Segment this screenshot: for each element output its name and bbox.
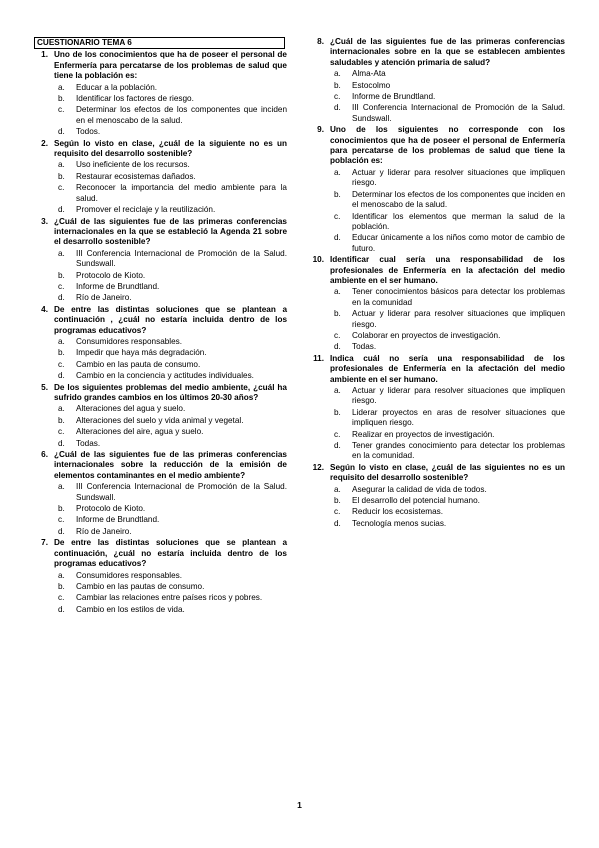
question-6 [34, 450, 287, 537]
option-item [58, 360, 287, 370]
option-item [334, 233, 565, 254]
option-text: Tener grandes conocimiento para detectar los problemas en la comunidad. [352, 441, 565, 461]
question-3 [34, 217, 287, 304]
option-letter: d. [58, 371, 65, 381]
question-text: De los siguientes problemas del medio ambiente, ¿cuál ha sufrido grandes cambios en los últimos 20-30 años? [54, 382, 287, 402]
option-item [58, 439, 287, 449]
option-list [34, 337, 287, 382]
option-text: Educar únicamente a los niños como motor de cambio de futuro. [352, 233, 565, 253]
question-text: Identificar cual sería una responsabilidad de los profesionales de Enfermería en la afectación del medio ambiente en el ser humano. [330, 255, 565, 285]
question-stem [310, 125, 565, 167]
option-list [310, 287, 565, 352]
option-text: Asegurar la calidad de vida de todos. [352, 484, 487, 494]
option-text: Informe de Brundtland. [352, 92, 436, 102]
question-stem [34, 305, 287, 336]
question-number: 2. [41, 138, 48, 148]
option-text: Impedir que haya más degradación. [76, 348, 207, 358]
question-number: 3. [41, 216, 48, 226]
option-text: Actuar y liderar para resolver situaciones que impliquen riesgo. [352, 309, 565, 329]
option-text: Informe de Brundtland. [76, 515, 160, 525]
option-letter: c. [58, 427, 65, 437]
right-column [310, 37, 565, 530]
question-text: Uno de los siguientes no corresponde con los conocimientos que ha de poseer el personal de Enfermería para percatarse de los problemas de salud que tiene la población es: [330, 125, 565, 166]
option-text: Reducir los ecosistemas. [352, 507, 444, 517]
question-number: 12. [312, 462, 324, 472]
option-letter: d. [334, 233, 341, 243]
question-text: ¿Cuál de las siguientes fue de las primeras conferencias internacionales sobre en la que se establecen ambientes saludables y atención primaria de salud? [330, 37, 565, 67]
option-text: Determinar los efectos de los componentes que inciden en el menoscabo de la salud. [352, 189, 565, 210]
option-item [58, 337, 287, 347]
option-text: Río de Janeiro. [76, 526, 132, 536]
option-text: Informe de Brundtland. [76, 281, 160, 291]
question-number: 11. [313, 353, 324, 363]
option-letter: b. [334, 407, 341, 417]
option-item [58, 249, 287, 270]
option-letter: a. [58, 404, 65, 414]
page-number: 1 [297, 800, 302, 810]
option-text: Identificar los factores de riesgo. [76, 94, 194, 104]
option-text: Actuar y liderar para resolver situaciones que impliquen riesgo. [352, 167, 565, 188]
option-text: Promover el reciclaje y la reutilización. [76, 205, 216, 215]
option-item [334, 408, 565, 429]
option-letter: b. [334, 80, 341, 90]
option-text: Reconocer la importancia del medio ambiente para la salud. [76, 183, 287, 203]
option-letter: d. [58, 127, 65, 137]
option-item [58, 271, 287, 281]
option-text: Cambiar las relaciones entre países ricos y pobres. [76, 593, 263, 603]
option-letter: c. [58, 183, 65, 193]
option-list [34, 571, 287, 616]
question-stem [310, 37, 565, 68]
option-list [34, 83, 287, 138]
option-item [58, 282, 287, 292]
option-item [58, 127, 287, 137]
question-8 [310, 37, 565, 124]
option-letter: a. [58, 570, 65, 580]
option-letter: c. [334, 92, 341, 102]
option-letter: c. [334, 429, 341, 439]
question-stem [34, 139, 287, 160]
question-stem [34, 538, 287, 569]
question-number: 4. [41, 304, 48, 314]
option-text: Tener conocimientos básicos para detectar los problemas en la comunidad [352, 287, 565, 307]
question-10 [310, 255, 565, 353]
option-text: Cambio en las pautas de consumo. [76, 581, 205, 591]
option-text: Realizar en proyectos de investigación. [352, 429, 495, 439]
question-text: ¿Cuál de las siguientes fue de las primeras conferencias internacionales sobre la reducción de la emisión de elementos contaminantes en el medio ambiente? [54, 450, 287, 480]
option-item [334, 92, 565, 102]
option-letter: c. [58, 105, 65, 115]
question-4 [34, 305, 287, 382]
option-text: El desarrollo del potencial humano. [352, 496, 480, 506]
question-5 [34, 383, 287, 449]
option-item [58, 605, 287, 615]
option-letter: d. [334, 518, 341, 528]
option-item [334, 496, 565, 506]
option-item [58, 205, 287, 215]
option-letter: c. [334, 330, 341, 340]
question-1 [34, 50, 287, 137]
option-letter: b. [334, 496, 341, 506]
option-letter: b. [58, 270, 65, 280]
option-letter: d. [58, 438, 65, 448]
option-text: Todas. [76, 438, 101, 448]
option-item [334, 309, 565, 330]
option-letter: d. [58, 293, 65, 303]
question-number: 10. [312, 255, 324, 265]
question-2 [34, 139, 287, 216]
question-number: 1. [41, 50, 48, 60]
option-item [58, 183, 287, 204]
question-text: De entre las distintas soluciones que se plantean a continuación , ¿cuál no estaría incluida dentro de los programas educativos? [54, 304, 287, 335]
option-item [334, 331, 565, 341]
option-item [58, 105, 287, 126]
option-item [58, 515, 287, 525]
option-letter: b. [58, 581, 65, 591]
option-item [334, 441, 565, 462]
option-item [58, 172, 287, 182]
question-text: Indica cuál no sería una responsabilidad de los profesionales de Enfermería en la afectación del medio ambiente en el ser humano. [330, 353, 565, 384]
question-number: 7. [41, 538, 48, 548]
option-text: Cambio en la conciencia y actitudes individuales. [76, 371, 254, 381]
option-letter: d. [334, 103, 341, 113]
option-letter: a. [334, 69, 341, 79]
option-text: Restaurar ecosistemas dañados. [76, 171, 196, 181]
option-letter: c. [334, 211, 341, 221]
question-number: 6. [41, 450, 48, 460]
option-letter: a. [58, 336, 65, 346]
option-letter: d. [58, 604, 65, 614]
question-stem [34, 383, 287, 404]
option-item [58, 427, 287, 437]
option-letter: c. [334, 507, 341, 517]
option-text: Liderar proyectos en aras de resolver situaciones que impliquen riesgo. [352, 407, 565, 428]
option-letter: a. [334, 287, 341, 297]
question-stem [34, 50, 287, 81]
option-text: Consumidores responsables. [76, 336, 183, 346]
question-stem [310, 463, 565, 484]
option-letter: c. [58, 281, 65, 291]
option-letter: c. [58, 359, 65, 369]
option-text: Educar a la población. [76, 82, 158, 92]
option-item [58, 160, 287, 170]
option-text: Consumidores responsables. [76, 570, 183, 580]
question-stem [310, 354, 565, 385]
option-text: Determinar los efectos de los componentes que inciden en el menoscabo de la salud. [76, 105, 287, 125]
option-text: III Conferencia Internacional de Promoción de la Salud. Sundswall. [352, 103, 565, 123]
option-letter: c. [58, 515, 65, 525]
option-item [334, 519, 565, 529]
option-item [58, 482, 287, 503]
left-column [34, 37, 287, 616]
question-stem [310, 255, 565, 286]
option-list [310, 69, 565, 124]
question-text: Según lo visto en clase, ¿cuál de las siguientes no es un requisito del desarrollo sostenible? [330, 462, 565, 483]
option-list [310, 168, 565, 254]
option-item [58, 94, 287, 104]
option-item [58, 593, 287, 603]
option-text: Tecnología menos sucias. [352, 518, 447, 528]
option-letter: a. [334, 484, 341, 494]
option-letter: d. [58, 526, 65, 536]
option-text: Actuar y liderar para resolver situaciones que impliquen riesgo. [352, 386, 565, 406]
option-text: Alteraciones del suelo y vida animal y vegetal. [76, 415, 244, 425]
option-text: Alma-Ata [352, 69, 386, 79]
option-item [334, 386, 565, 407]
option-letter: c. [58, 593, 65, 603]
option-letter: a. [58, 482, 65, 492]
option-item [58, 527, 287, 537]
option-letter: b. [58, 171, 65, 181]
option-item [334, 342, 565, 352]
question-text: Uno de los conocimientos que ha de poseer el personal de Enfermería para percatarse de los problemas de salud que tiene la población es: [54, 50, 287, 81]
option-item [334, 287, 565, 308]
option-letter: b. [58, 415, 65, 425]
question-12 [310, 463, 565, 529]
option-letter: d. [334, 342, 341, 352]
option-text: Todas. [352, 342, 377, 352]
option-text: Alteraciones del agua y suelo. [76, 404, 186, 414]
question-number: 8. [317, 37, 324, 46]
option-item [334, 81, 565, 91]
option-item [58, 504, 287, 514]
option-item [58, 582, 287, 592]
option-item [58, 404, 287, 414]
question-11 [310, 354, 565, 462]
question-text: Según lo visto en clase, ¿cuál de la siguiente no es un requisito del desarrollo sostenible? [54, 138, 287, 159]
option-item [334, 168, 565, 189]
question-number: 5. [41, 382, 48, 392]
question-text: ¿Cuál de las siguientes fue de las primeras conferencias internacionales en la que se estableció la Agenda 21 sobre el desarrollo sostenible? [54, 216, 287, 247]
option-letter: a. [334, 167, 341, 177]
option-letter: d. [334, 441, 341, 451]
option-letter: a. [334, 386, 341, 395]
option-letter: a. [58, 160, 65, 170]
option-text: Cambio en las pauta de consumo. [76, 359, 201, 369]
option-letter: b. [58, 94, 65, 104]
option-text: Identificar los elementos que merman la salud de la población. [352, 211, 565, 231]
question-number: 9. [317, 125, 324, 135]
document-title: CUESTIONARIO TEMA 6 [34, 37, 285, 49]
option-item [334, 103, 565, 124]
option-list [310, 386, 565, 462]
option-list [34, 249, 287, 304]
option-text: Protocolo de Kioto. [76, 270, 146, 280]
option-letter: a. [58, 82, 65, 92]
option-text: Río de Janeiro. [76, 293, 132, 303]
option-item [334, 507, 565, 517]
option-list [34, 160, 287, 215]
option-item [58, 293, 287, 303]
question-stem [34, 450, 287, 481]
option-item [334, 69, 565, 79]
question-9 [310, 125, 565, 254]
option-letter: b. [58, 348, 65, 358]
option-text: Protocolo de Kioto. [76, 504, 146, 514]
option-letter: b. [334, 189, 341, 199]
option-letter: d. [58, 205, 65, 215]
option-item [58, 348, 287, 358]
option-letter: b. [334, 309, 341, 319]
option-list [34, 404, 287, 449]
option-letter: a. [58, 248, 65, 258]
question-text: De entre las distintas soluciones que se plantean a continuación, ¿cuál no estaría incluida dentro de los programas educativos? [54, 538, 287, 569]
option-item [334, 190, 565, 211]
option-text: Uso ineficiente de los recursos. [76, 160, 190, 170]
option-letter: b. [58, 504, 65, 514]
option-list [34, 482, 287, 537]
option-item [334, 430, 565, 440]
option-text: Cambio en los estilos de vida. [76, 604, 185, 614]
option-text: Estocolmo [352, 80, 391, 90]
option-item [334, 212, 565, 233]
option-item [334, 485, 565, 495]
option-item [58, 371, 287, 381]
left-question-list [34, 50, 287, 615]
option-text: III Conferencia Internacional de Promoción de la Salud. Sundswall. [76, 482, 287, 502]
question-7 [34, 538, 287, 615]
option-item [58, 571, 287, 581]
option-text: III Conferencia Internacional de Promoción de la Salud. Sundswall. [76, 248, 287, 269]
option-text: Alteraciones del aire, agua y suelo. [76, 427, 204, 437]
option-text: Todos. [76, 127, 101, 137]
option-text: Colaborar en proyectos de investigación. [352, 330, 501, 340]
option-item [58, 83, 287, 93]
question-stem [34, 217, 287, 248]
right-question-list [310, 37, 565, 529]
option-item [58, 416, 287, 426]
option-list [310, 485, 565, 530]
